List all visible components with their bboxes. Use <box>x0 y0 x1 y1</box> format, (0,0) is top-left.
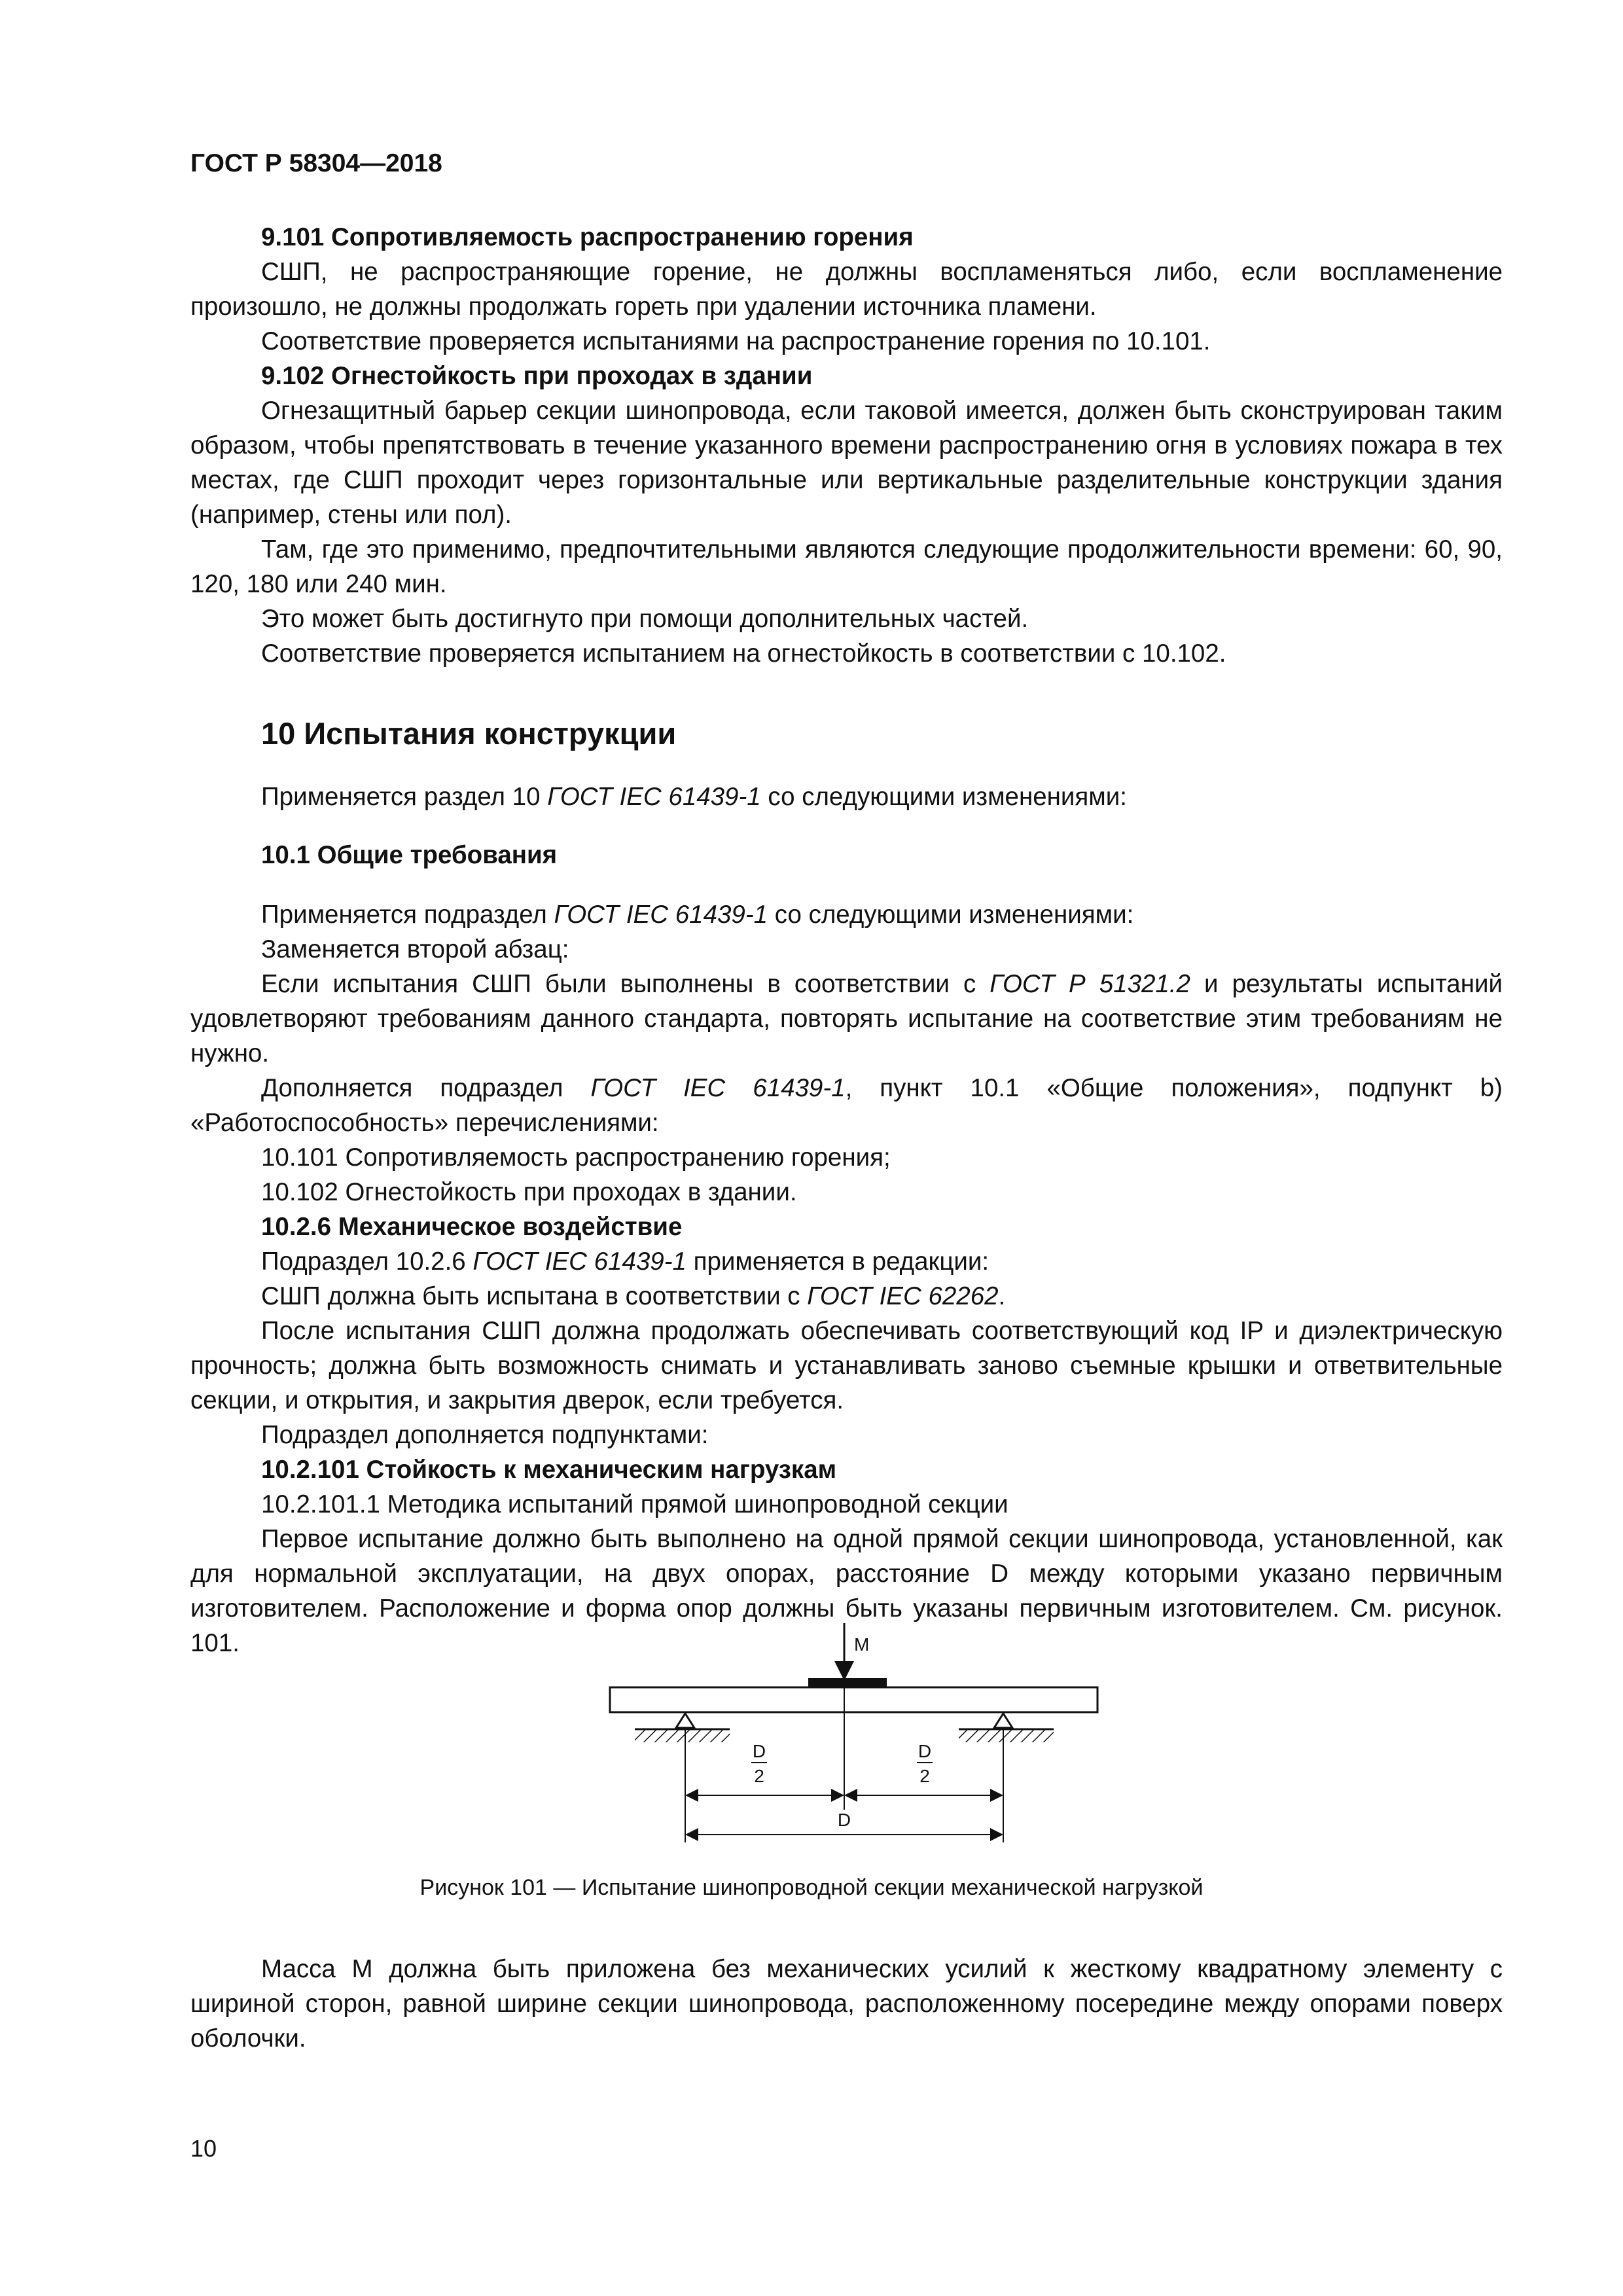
right-half-numerator: D <box>918 1741 932 1761</box>
paragraph: СШП, не распространяющие горение, не должны воспламеняться либо, если воспламенение произошло, не должны продолжать гореть при удалении источника пламени. <box>190 258 1503 321</box>
paragraph: Это может быть достигнуто при помощи дополнительных частей. <box>261 605 1029 633</box>
load-pad <box>808 1678 887 1687</box>
paragraph: Там, где это применимо, предпочтительными являются следующие продолжительности времени: 60, 90, 120, 180 или 240 мин. <box>190 535 1503 598</box>
right-half-denominator: 2 <box>919 1766 930 1786</box>
paragraph: Если испытания СШП были выполнены в соответствии с ГОСТ Р 51321.2 и результаты испытаний удовлетворяют требованиям данного стандарта, повторять испытание на соответствие этим требованиям не нужно. <box>190 970 1503 1067</box>
document-header: ГОСТ Р 58304—2018 <box>190 149 442 177</box>
standard-reference: ГОСТ IEC 61439-1 <box>547 783 761 811</box>
standard-reference: ГОСТ Р 51321.2 <box>990 970 1190 998</box>
paragraph: Масса M должна быть приложена без механических усилий к жесткому квадратному элементу с шириной сторон, равной ширине секции шинопровода, расположенному посередине между опорами поверх оболочки. <box>190 1955 1503 2053</box>
paragraph: После испытания СШП должна продолжать обеспечивать соответствующий код IP и диэлектрическую прочность; должна быть возможность снимать и устанавливать заново съемные крышки и ответвительные секции, и открытия, и закрытия дверок, если требуется. <box>190 1317 1503 1414</box>
standard-reference: ГОСТ IEC 61439-1 <box>590 1074 846 1102</box>
clause-10-2-6-heading: 10.2.6 Механическое воздействие <box>261 1213 683 1241</box>
figure-101-diagram <box>609 1610 1106 1872</box>
page-number: 10 <box>190 2135 217 2162</box>
left-support <box>676 1713 694 1728</box>
list-item: 10.101 Сопротивляемость распространению горения; <box>261 1143 891 1172</box>
right-ground-hatch <box>959 1729 1054 1742</box>
busbar-section <box>610 1687 1097 1712</box>
list-item: 10.102 Огнестойкость при проходах в здании. <box>261 1178 797 1206</box>
paragraph: Подраздел дополняется подпунктами: <box>261 1421 709 1449</box>
span-label: D <box>837 1810 851 1830</box>
mass-label: M <box>854 1634 870 1655</box>
paragraph: Дополняется подраздел ГОСТ IEC 61439-1, пункт 10.1 «Общие положения», подпункт b) «Работоспособность» перечислениями: <box>190 1074 1503 1137</box>
paragraph: 10.2.101.1 Методика испытаний прямой шинопроводной секции <box>261 1490 1008 1518</box>
paragraph: Применяется раздел 10 ГОСТ IEC 61439-1 со следующими изменениями: <box>261 783 1127 811</box>
paragraph: СШП должна быть испытана в соответствии с ГОСТ IEC 62262. <box>261 1282 1006 1310</box>
standard-reference: ГОСТ IEC 61439-1 <box>473 1247 687 1276</box>
standard-reference: ГОСТ IEC 62262 <box>807 1282 999 1310</box>
left-half-denominator: 2 <box>754 1766 764 1786</box>
paragraph: Применяется подраздел ГОСТ IEC 61439-1 со следующими изменениями: <box>261 901 1134 929</box>
clause-10-2-101-heading: 10.2.101 Стойкость к механическим нагрузкам <box>261 1456 837 1484</box>
paragraph: Огнезащитный барьер секции шинопровода, если таковой имеется, должен быть сконструирован таким образом, чтобы препятствовать в течение указанного времени распространению огня в условиях пожара в тех местах, где СШП проходит через горизонтальные или вертикальные разделительные конструкции здания (например, стены или пол). <box>190 397 1503 529</box>
clause-9-102-heading: 9.102 Огнестойкость при проходах в здании <box>261 362 813 390</box>
standard-reference: ГОСТ IEC 61439-1 <box>554 901 768 929</box>
paragraph: Соответствие проверяется испытаниями на распространение горения по 10.101. <box>261 327 1211 355</box>
clause-10-1-heading: 10.1 Общие требования <box>261 841 558 869</box>
paragraph: Первое испытание должно быть выполнено на одной прямой секции шинопровода, установленной, как для нормальной эксплуатации, на двух опорах, расстояние D между которыми указано первичным изготовителем. Расположение и форма опор должны быть указаны первичным изготовителем. См. рисунок. 101. <box>190 1525 1503 1657</box>
paragraph: Соответствие проверяется испытанием на огнестойкость в соответствии с 10.102. <box>261 639 1226 668</box>
left-half-numerator: D <box>752 1741 766 1761</box>
clause-9-101-heading: 9.101 Сопротивляемость распространению горения <box>261 223 914 251</box>
figure-caption: Рисунок 101 — Испытание шинопроводной секции механической нагрузкой <box>419 1875 1204 1900</box>
left-ground-hatch <box>635 1729 730 1742</box>
paragraph: Подраздел 10.2.6 ГОСТ IEC 61439-1 применяется в редакции: <box>261 1247 990 1276</box>
right-support <box>994 1713 1012 1728</box>
paragraph: Заменяется второй абзац: <box>261 935 569 963</box>
document-body <box>190 220 1503 1660</box>
section-10-heading: 10 Испытания конструкции <box>261 716 677 751</box>
